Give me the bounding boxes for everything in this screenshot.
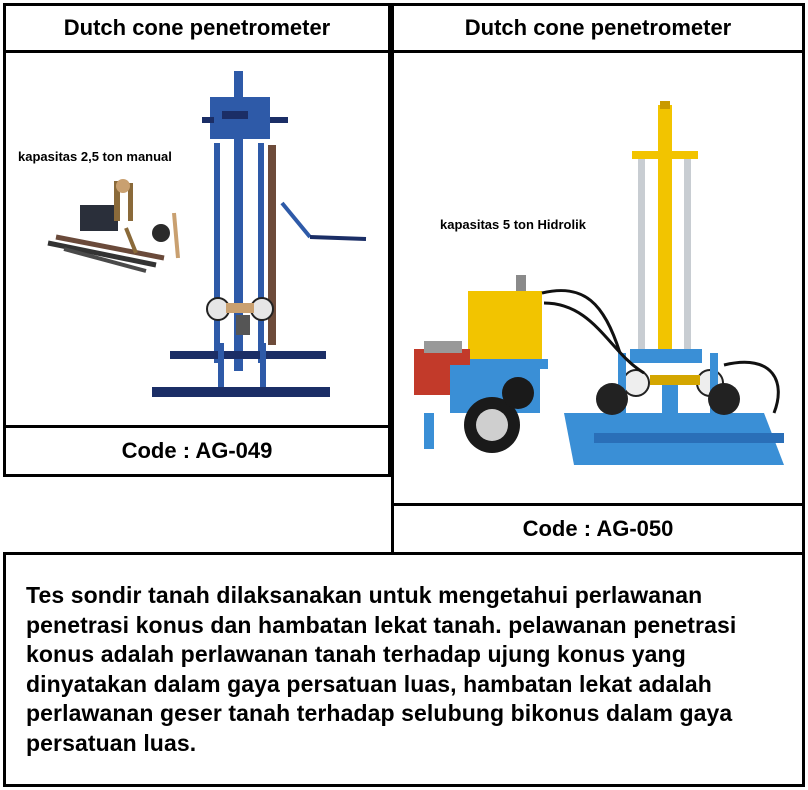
left-code-box	[3, 425, 391, 477]
left-code: Code : AG-049	[121, 438, 273, 463]
right-title: Dutch cone penetrometer	[464, 15, 732, 40]
accessories-image	[48, 179, 178, 271]
left-photo-box	[3, 50, 391, 428]
right-title-box	[391, 3, 805, 53]
hydraulic-penetrometer-illustration	[394, 53, 802, 503]
manual-penetrometer-illustration	[6, 53, 388, 425]
manual-machine-image	[152, 71, 366, 397]
right-caption: kapasitas 5 ton Hidrolik	[440, 217, 586, 232]
description-text: Tes sondir tanah dilaksanakan untuk mengetahui perlawanan penetrasi konus dan hambatan lekat tanah. pelawanan penetrasi konus adalah perlawanan tanah terhadap ujung konus yang dinyatakan dalam gaya persatuan luas, hambatan lekat adalah perlawanan geser tanah terhadap selubung bikonus dalam gaya persatuan luas.	[26, 582, 737, 756]
right-code: Code : AG-050	[522, 516, 674, 541]
right-photo-box	[391, 50, 805, 506]
left-caption: kapasitas 2,5 ton manual	[18, 149, 172, 164]
description-box	[3, 552, 805, 787]
right-code-box	[391, 503, 805, 555]
left-title-box	[3, 3, 391, 53]
left-title: Dutch cone penetrometer	[63, 15, 331, 40]
hydraulic-machine-image	[414, 101, 784, 465]
